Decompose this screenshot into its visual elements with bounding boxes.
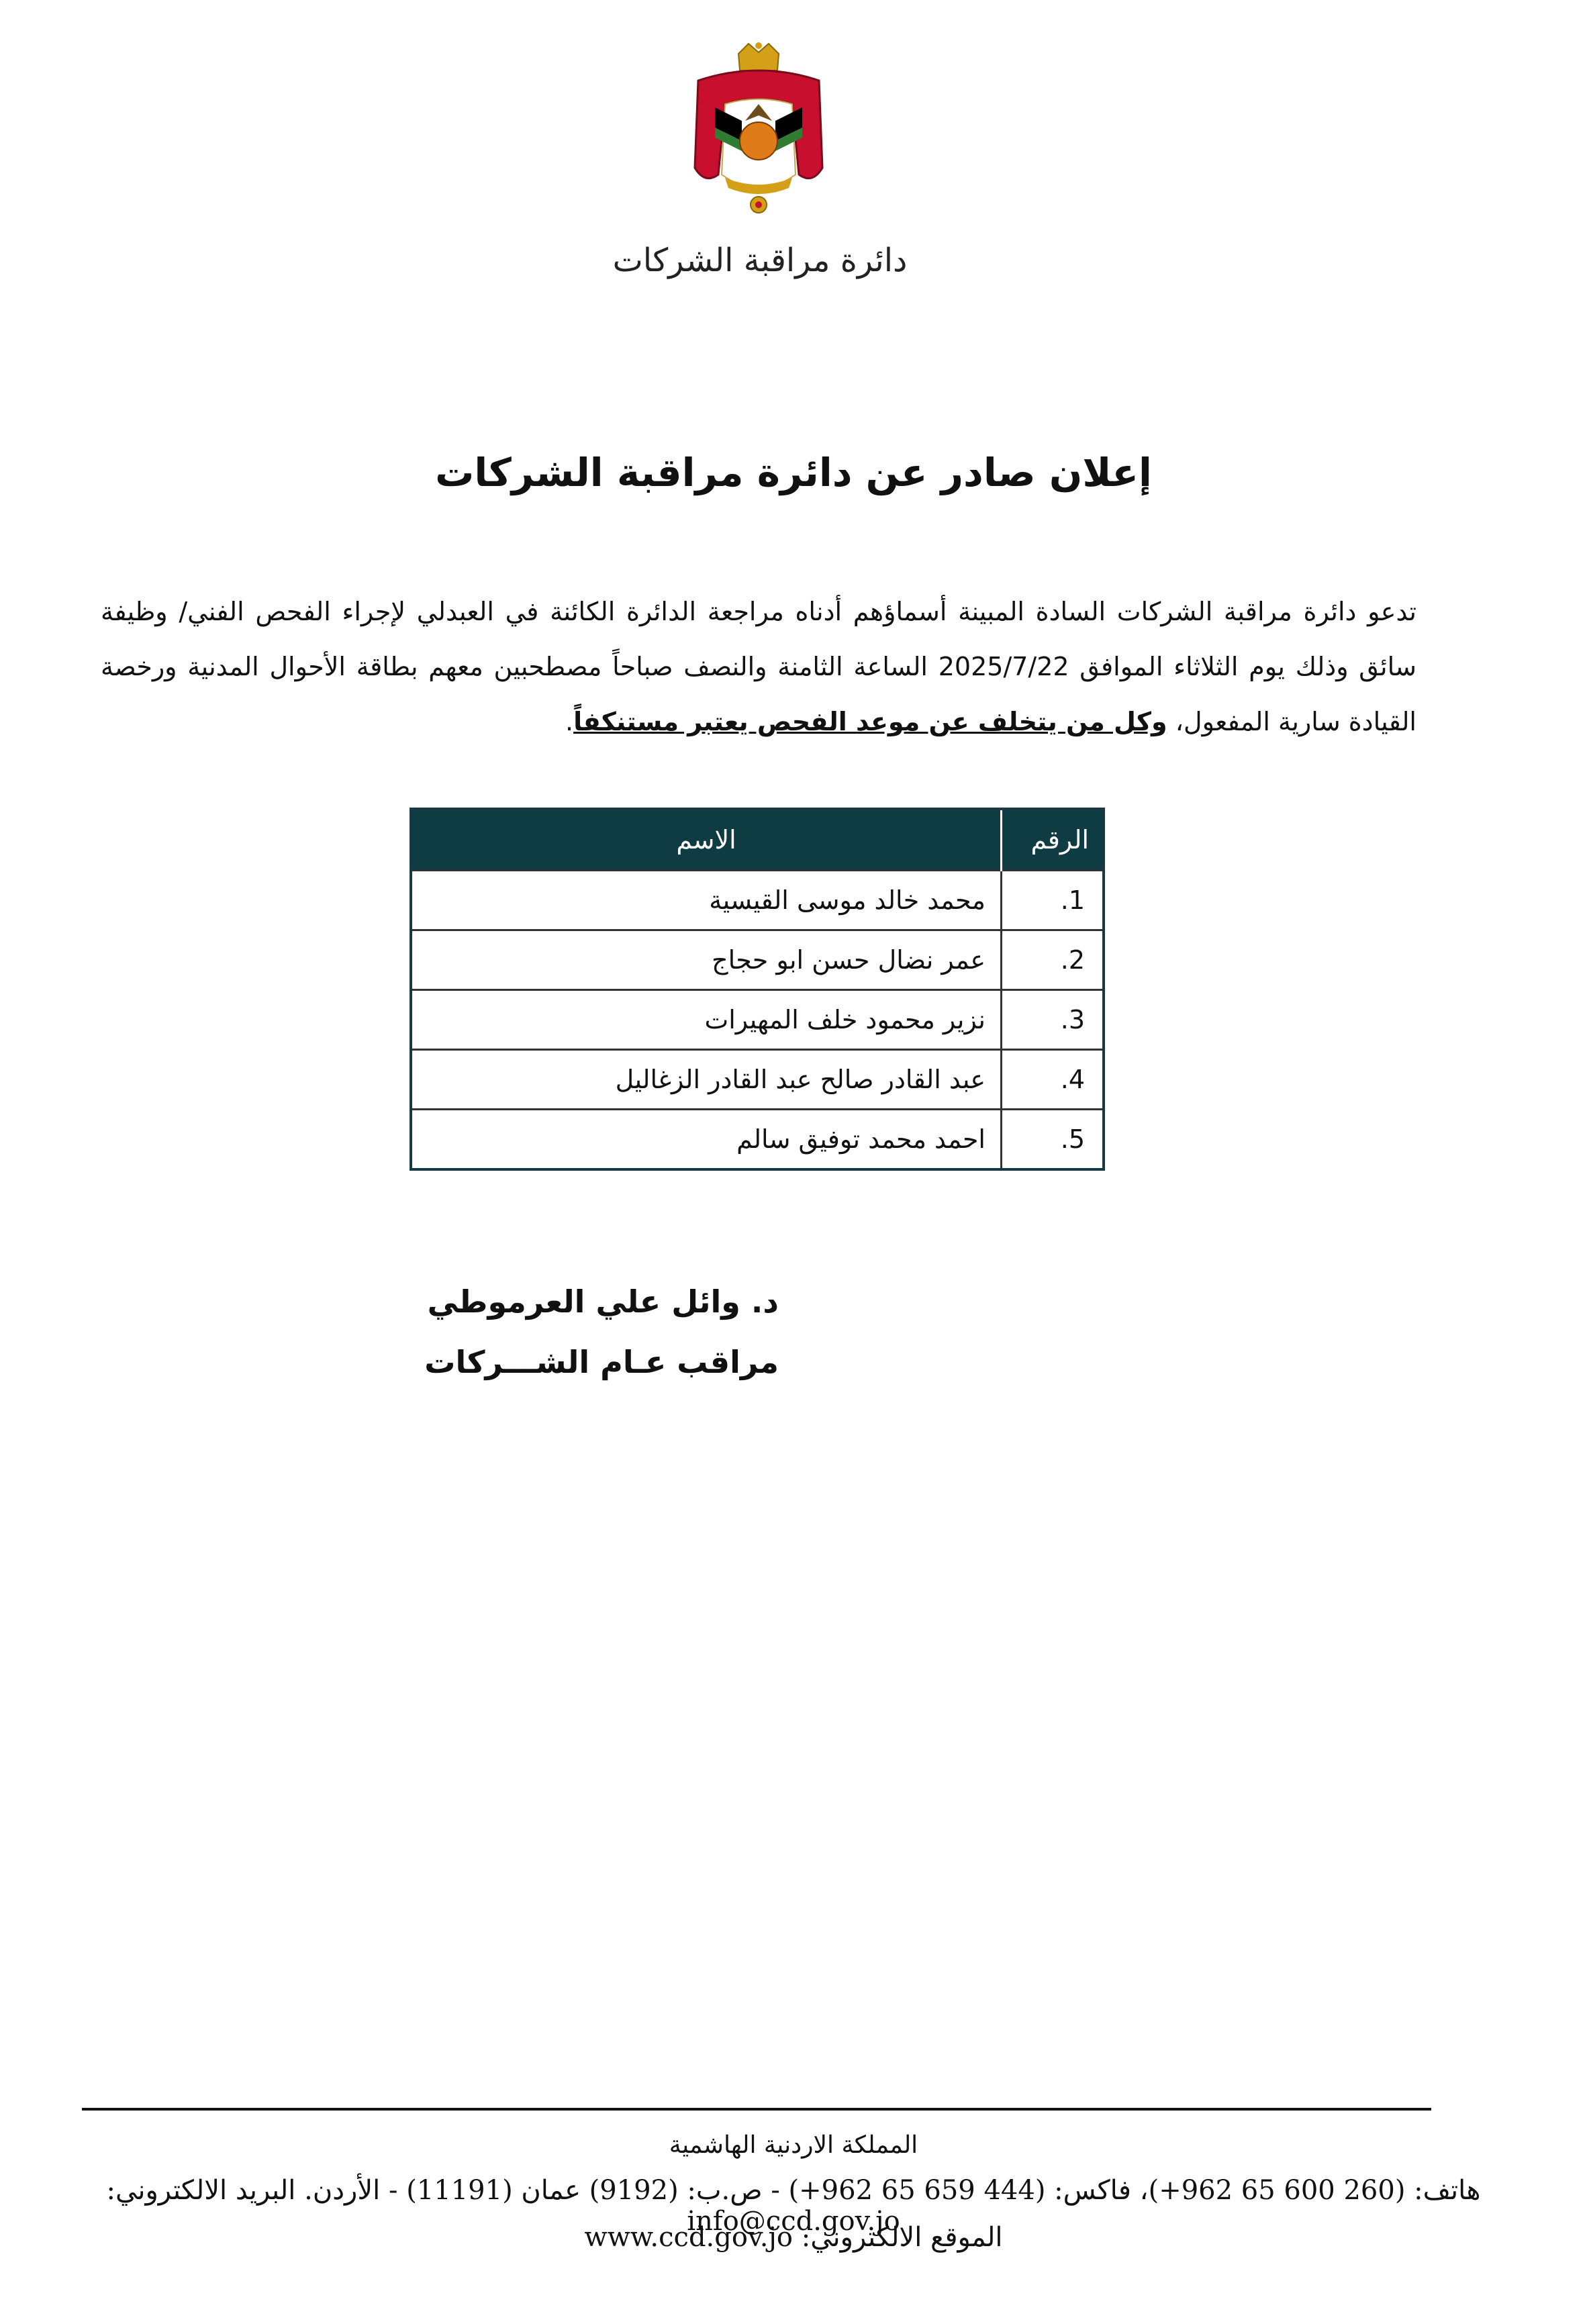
announcement-body <box>101 584 1416 749</box>
table-row <box>411 990 1104 1050</box>
row-name: عبد القادر صالح عبد القادر الزغاليل <box>411 1050 1002 1110</box>
row-number: 3. <box>1002 990 1104 1050</box>
names-table <box>410 808 1105 1171</box>
table-header-row <box>411 809 1104 871</box>
department-name: دائرة مراقبة الشركات <box>612 242 908 279</box>
row-number: 1. <box>1002 871 1104 930</box>
column-header-number: الرقم <box>1002 809 1104 871</box>
announcement-body-text: تدعو دائرة مراقبة الشركات السادة المبينة أسماؤهم أدناه مراجعة الدائرة الكائنة في العبدلي لإجراء الفحص الفني/ وظيفة سائق وذلك يوم الثلاثاء الموافق 2025/7/22 الساعة الثامنة والنصف صباحاً مصطحبين معهم بطاقة الأحوال المدنية ورخصة القيادة سارية المفعول، <box>101 597 1416 736</box>
row-name: عمر نضال حسن ابو حجاج <box>411 930 1002 990</box>
table-row <box>411 871 1104 930</box>
table-row <box>411 1110 1104 1170</box>
announcement-warning: وكل من يتخلف عن موعد الفحص يعتبر مستنكفاً <box>573 707 1167 736</box>
row-number: 2. <box>1002 930 1104 990</box>
announcement-end-punct: . <box>565 707 574 736</box>
row-number: 5. <box>1002 1110 1104 1170</box>
footer-website: الموقع الالكتروني: www.ccd.gov.jo <box>584 2222 1003 2253</box>
table-row <box>411 1050 1104 1110</box>
row-name: نزير محمود خلف المهيرات <box>411 990 1002 1050</box>
column-header-name: الاسم <box>411 809 1002 871</box>
announcement-title: إعلان صادر عن دائرة مراقبة الشركات <box>435 450 1152 495</box>
footer-contact: هاتف: (260 600 65 962+)، فاكس: (444 659 65 962+) - ص.ب: (9192) عمان (11191) - الأردن. البريد الالكتروني: info@ccd.gov.jo <box>106 2175 1481 2237</box>
signatory-position: مراقب عـام الشـــركات <box>424 1344 779 1380</box>
footer-kingdom: المملكة الاردنية الهاشمية <box>669 2131 918 2159</box>
row-number: 4. <box>1002 1050 1104 1110</box>
signatory-name: د. وائل علي العرموطي <box>427 1284 779 1320</box>
row-name: محمد خالد موسى القيسية <box>411 871 1002 930</box>
table-row <box>411 930 1104 990</box>
coat-of-arms-logo <box>678 40 839 222</box>
row-name: احمد محمد توفيق سالم <box>411 1110 1002 1170</box>
footer-divider <box>82 2108 1431 2111</box>
